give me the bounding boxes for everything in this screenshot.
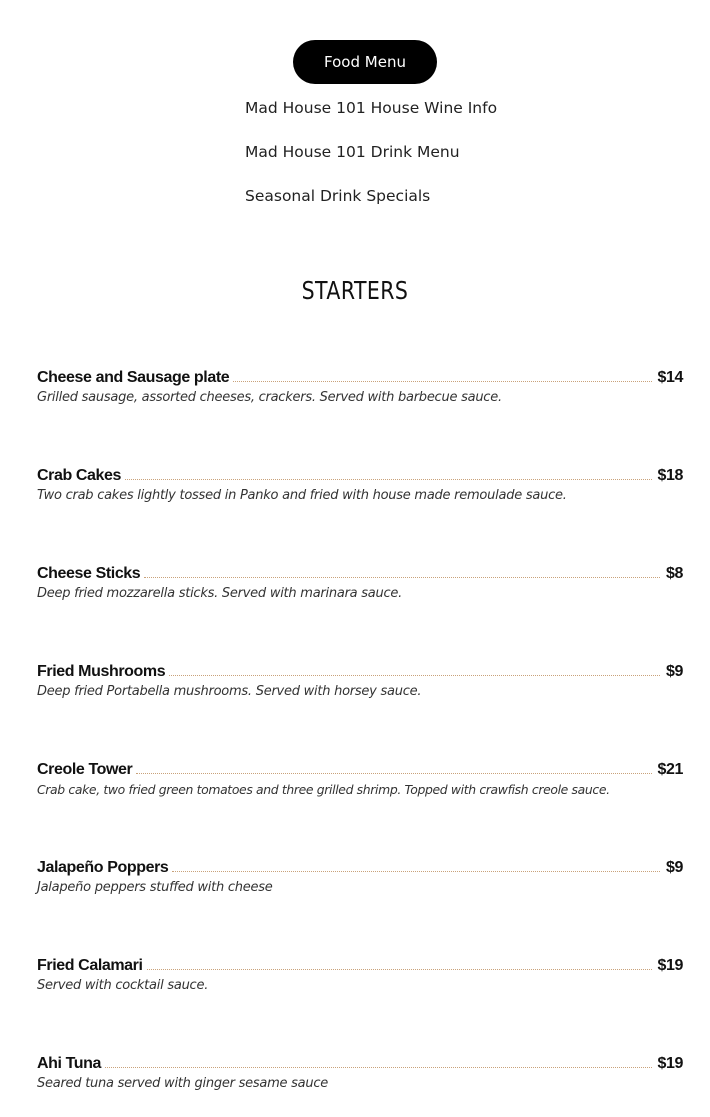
menu-item-header <box>37 757 683 779</box>
menu-item-header <box>37 365 683 387</box>
menu-item <box>37 953 683 993</box>
menu-item-price: $8 <box>666 565 683 582</box>
dotted-leader <box>125 479 651 480</box>
dotted-leader <box>169 675 660 676</box>
menu-item-name: Cheese and Sausage plate <box>37 369 230 386</box>
menu-item-description: Deep fried Portabella mushrooms. Served with horsey sauce. <box>37 684 422 699</box>
menu-item <box>37 1051 683 1091</box>
dotted-leader <box>233 381 651 382</box>
seasonal-drink-specials-link[interactable]: Seasonal Drink Specials <box>245 187 431 205</box>
menu-item-header <box>37 1051 683 1073</box>
menu-item-name: Ahi Tuna <box>37 1055 102 1072</box>
section-title: STARTERS <box>301 276 409 305</box>
menu-item-price: $21 <box>657 761 683 778</box>
menu-item-price: $14 <box>657 369 683 386</box>
menu-item-price: $18 <box>657 467 683 484</box>
menu-item-name: Fried Calamari <box>37 957 143 974</box>
food-menu-tab[interactable]: Food Menu <box>293 40 437 84</box>
menu-item-price: $19 <box>657 1055 683 1072</box>
menu-item-description: Two crab cakes lightly tossed in Panko and fried with house made remoulade sauce. <box>37 488 567 503</box>
dotted-leader <box>147 969 652 970</box>
menu-item-header <box>37 561 683 583</box>
dotted-leader <box>144 577 660 578</box>
menu-item-header <box>37 659 683 681</box>
menu-item-description: Grilled sausage, assorted cheeses, crackers. Served with barbecue sauce. <box>37 390 502 405</box>
menu-item <box>37 659 683 699</box>
menu-item-header <box>37 463 683 485</box>
menu-item-description: Jalapeño peppers stuffed with cheese <box>37 880 273 895</box>
menu-item <box>37 463 683 503</box>
menu-item-description: Served with cocktail sauce. <box>37 978 209 993</box>
menu-item-name: Fried Mushrooms <box>37 663 166 680</box>
menu-item-price: $9 <box>666 663 683 680</box>
menu-item-header <box>37 855 683 877</box>
menu-item-name: Crab Cakes <box>37 467 122 484</box>
menu-item <box>37 561 683 601</box>
menu-item-price: $19 <box>657 957 683 974</box>
menu-item <box>37 757 683 797</box>
menu-item-description: Seared tuna served with ginger sesame sauce <box>37 1076 329 1091</box>
dotted-leader <box>105 1067 651 1068</box>
dotted-leader <box>136 773 651 774</box>
house-wine-info-link[interactable]: Mad House 101 House Wine Info <box>245 99 498 117</box>
menu-item-description: Deep fried mozzarella sticks. Served with marinara sauce. <box>37 586 403 601</box>
menu-item-header <box>37 953 683 975</box>
menu-item-description: Crab cake, two fried green tomatoes and three grilled shrimp. Topped with crawfish creole sauce. <box>37 782 610 797</box>
dotted-leader <box>172 871 660 872</box>
menu-item-price: $9 <box>666 859 683 876</box>
menu-item <box>37 855 683 895</box>
menu-item <box>37 365 683 405</box>
menu-item-name: Creole Tower <box>37 761 133 778</box>
menu-item-name: Cheese Sticks <box>37 565 141 582</box>
menu-item-name: Jalapeño Poppers <box>37 859 169 876</box>
drink-menu-link[interactable]: Mad House 101 Drink Menu <box>245 143 460 161</box>
